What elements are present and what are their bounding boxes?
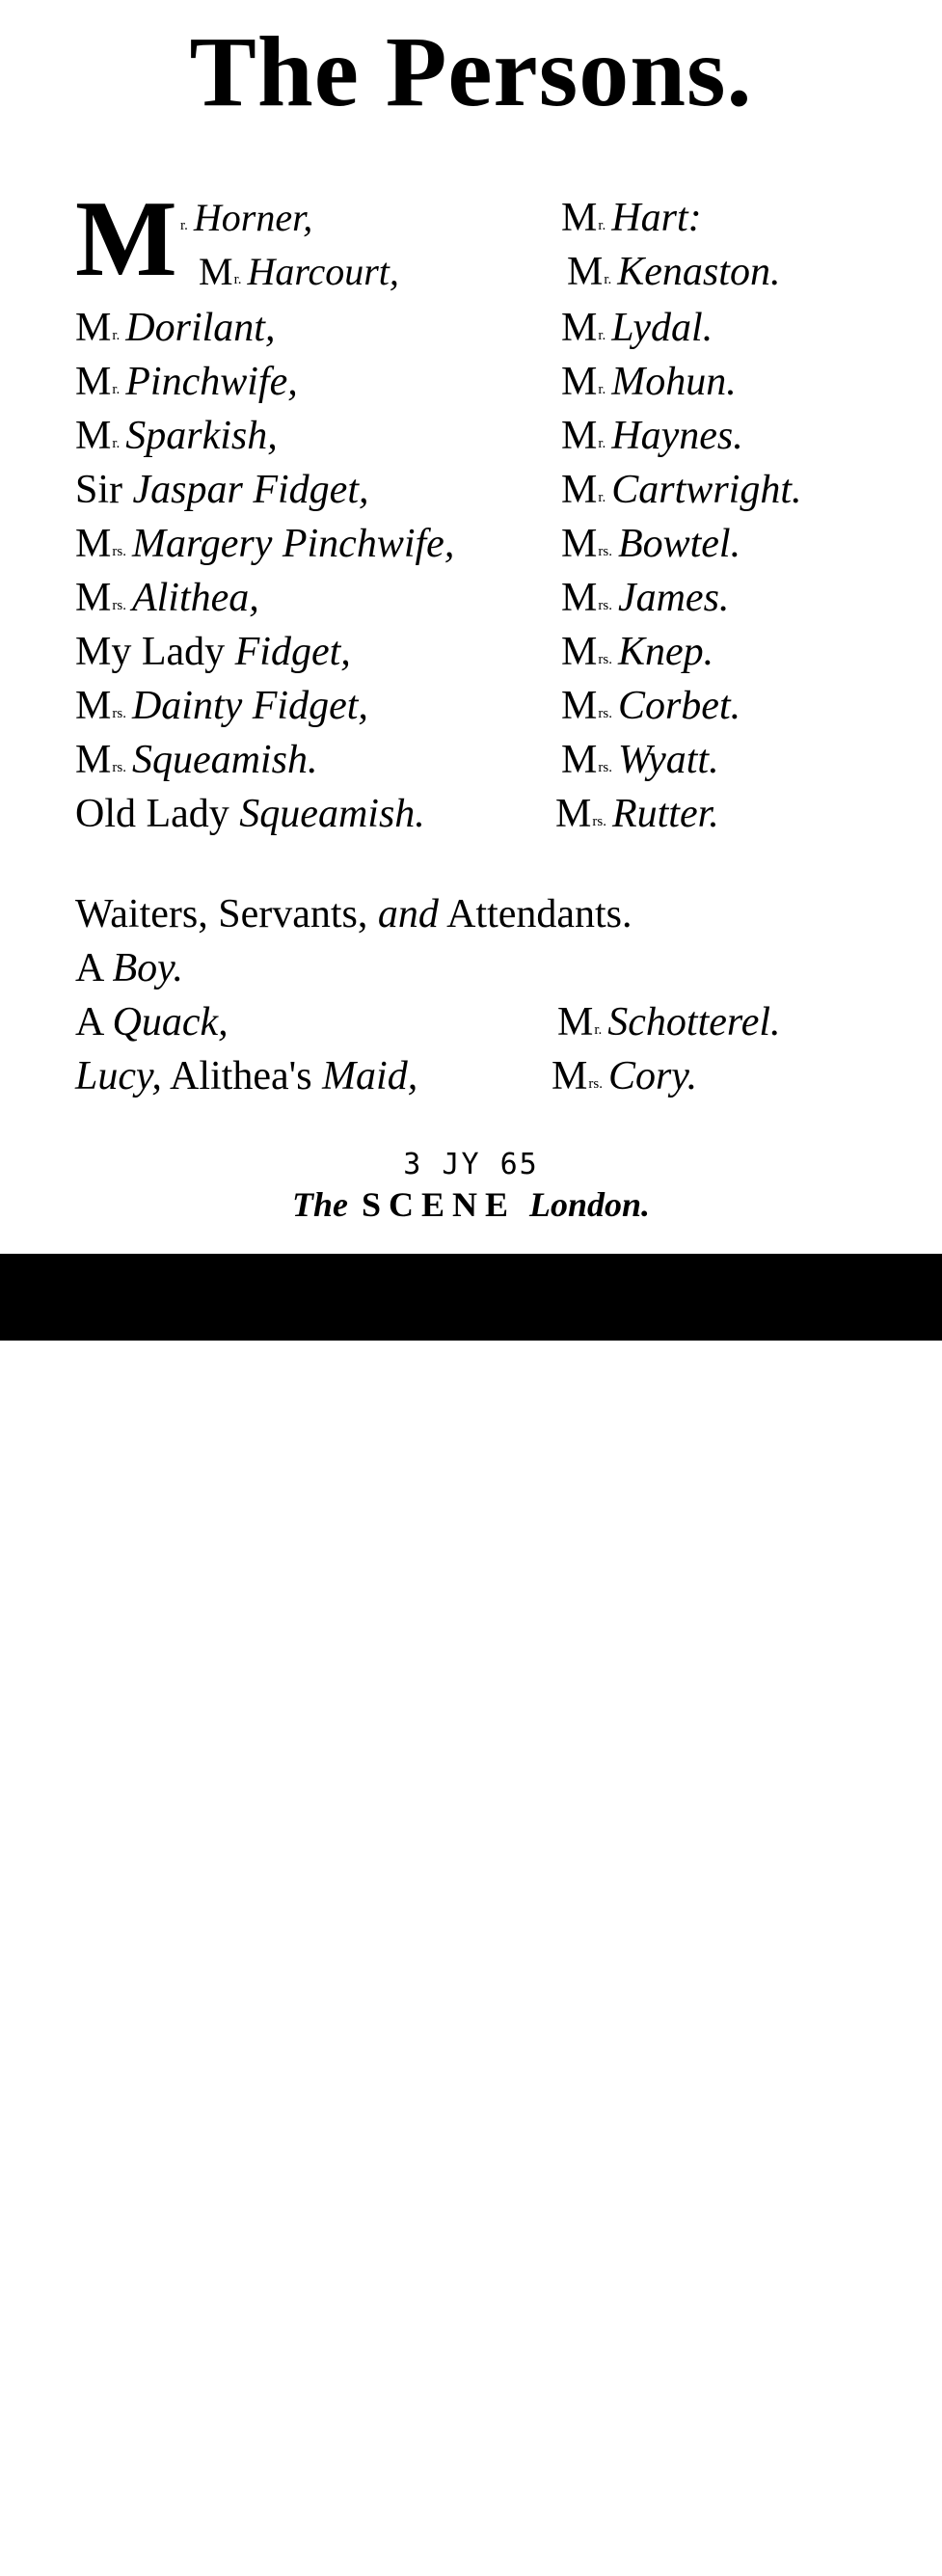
text-fragment: M — [75, 360, 112, 404]
text-fragment: r. — [112, 328, 121, 343]
text-fragment: A — [75, 946, 103, 990]
cast-row-character — [75, 517, 454, 571]
text-fragment: M — [75, 576, 112, 620]
text-fragment: Cartwright. — [611, 468, 802, 512]
text-fragment: Waiters, Servants, — [75, 892, 368, 936]
text-fragment: rs. — [592, 814, 606, 829]
text-fragment: rs. — [598, 598, 612, 613]
cast-row-character — [75, 301, 275, 355]
text-fragment: James. — [617, 576, 730, 620]
text-fragment: M — [75, 306, 112, 350]
text-fragment: Squeamish. — [239, 792, 425, 836]
text-fragment: M — [561, 522, 598, 566]
text-fragment: Dainty Fidget, — [131, 684, 368, 728]
cast-row-character — [75, 463, 368, 517]
text-fragment: Dorilant, — [125, 306, 276, 350]
title-prefix: M — [199, 250, 233, 293]
cast-row-character — [75, 409, 278, 463]
text-fragment: r. — [598, 490, 606, 505]
cast-row-actor — [561, 571, 729, 625]
text-fragment: rs. — [598, 706, 612, 721]
cast-row-actor — [561, 409, 743, 463]
cast-row-character — [75, 625, 351, 679]
text-fragment: Jaspar Fidget, — [132, 468, 369, 512]
text-fragment: Rutter. — [611, 792, 719, 836]
text-fragment: rs. — [112, 706, 126, 721]
text-fragment: M — [561, 684, 598, 728]
text-fragment: Cory. — [607, 1054, 698, 1098]
cast-row-actor — [561, 301, 713, 355]
text-fragment: r. — [598, 382, 606, 397]
cast-row-actor — [561, 463, 802, 517]
actor-name: Hart: — [611, 196, 702, 240]
text-fragment: M — [561, 414, 598, 458]
text-fragment: rs. — [598, 760, 612, 775]
text-fragment: London. — [529, 1185, 651, 1224]
text-fragment: r. — [112, 436, 121, 451]
text-fragment: A — [75, 1000, 103, 1044]
text-fragment: rs. — [112, 544, 126, 559]
text-fragment: Squeamish. — [131, 738, 318, 782]
scene-line — [0, 1184, 942, 1225]
text-fragment: Bowtel. — [617, 522, 741, 566]
text-fragment: r. — [594, 1022, 603, 1038]
image-id: P5XYW9 — [817, 2529, 919, 2558]
text-fragment: Pinchwife, — [125, 360, 298, 404]
alamy-logo: alamy — [27, 2519, 165, 2575]
quack-line — [75, 995, 229, 1049]
cast-row-actor — [561, 355, 737, 409]
text-fragment: SCENE — [361, 1185, 516, 1224]
title-superscript: r. — [598, 218, 606, 233]
text-fragment: Lydal. — [611, 306, 713, 350]
text-fragment: r. — [598, 436, 606, 451]
document-page — [0, 0, 942, 1254]
actor-line-kenaston — [567, 245, 780, 299]
text-fragment: Boy. — [112, 946, 183, 990]
text-fragment: Lucy, — [75, 1054, 162, 1098]
character-name: Harcourt, — [247, 250, 399, 293]
title-superscript: r. — [233, 272, 242, 287]
text-fragment: M — [561, 360, 598, 404]
text-fragment: My Lady — [75, 630, 226, 674]
text-fragment: M — [75, 738, 112, 782]
text-fragment: M — [561, 576, 598, 620]
cast-row-actor — [561, 679, 740, 733]
text-fragment: Sir — [75, 468, 123, 512]
cast-row-actor — [561, 625, 713, 679]
page-title: The Persons. — [189, 16, 753, 127]
text-fragment: rs. — [112, 760, 126, 775]
cast-row-actor — [561, 517, 740, 571]
actor-line-hart — [561, 191, 702, 245]
text-fragment: Sparkish, — [125, 414, 278, 458]
text-fragment: and — [377, 892, 439, 936]
text-fragment: Schotterel. — [607, 1000, 781, 1044]
text-fragment: Haynes. — [611, 414, 743, 458]
quack-actor — [557, 995, 781, 1049]
lucy-actor — [552, 1049, 697, 1103]
date-stamp: 3 JY 65 — [403, 1148, 539, 1181]
text-fragment: Wyatt. — [617, 738, 719, 782]
title-prefix: M — [561, 196, 598, 240]
text-fragment: M — [75, 522, 112, 566]
text-fragment: rs. — [112, 598, 126, 613]
text-fragment: Old Lady — [75, 792, 229, 836]
cast-row-actor — [555, 787, 719, 841]
cast-row-character — [75, 571, 259, 625]
text-fragment: Mohun. — [611, 360, 737, 404]
cast-row-actor — [561, 733, 719, 787]
text-fragment: Fidget, — [234, 630, 351, 674]
text-fragment: r. — [598, 328, 606, 343]
text-fragment: M — [561, 738, 598, 782]
title-superscript: r. — [180, 218, 188, 233]
text-fragment: rs. — [598, 652, 612, 667]
text-fragment: Corbet. — [617, 684, 741, 728]
text-fragment: rs. — [598, 544, 612, 559]
text-fragment: M — [75, 684, 112, 728]
character-name: Horner, — [193, 196, 313, 239]
text-fragment: Attendants. — [446, 892, 632, 936]
text-fragment: M — [555, 792, 592, 836]
cast-line-harcourt — [199, 245, 399, 299]
cast-row-character — [75, 355, 298, 409]
drop-cap: M — [75, 179, 177, 299]
text-fragment: M — [561, 306, 598, 350]
text-fragment: rs. — [588, 1076, 603, 1092]
text-fragment: M — [557, 1000, 594, 1044]
text-fragment: Maid, — [322, 1054, 418, 1098]
cast-line-horner — [179, 191, 312, 245]
text-fragment: M — [552, 1054, 588, 1098]
title-prefix: M — [567, 250, 604, 294]
lucy-line — [75, 1049, 417, 1103]
text-fragment: M — [561, 468, 598, 512]
cast-row-character — [75, 679, 368, 733]
text-fragment: The — [291, 1185, 348, 1224]
watermark-banner — [0, 1254, 942, 2575]
text-fragment: Alithea's — [170, 1054, 312, 1098]
text-fragment: M — [75, 414, 112, 458]
waiters-line — [75, 887, 632, 941]
actor-name: Kenaston. — [617, 250, 781, 294]
text-fragment: Knep. — [617, 630, 714, 674]
text-fragment: Quack, — [112, 1000, 229, 1044]
text-fragment: Alithea, — [131, 576, 259, 620]
text-fragment: Margery Pinchwife, — [131, 522, 455, 566]
boy-line — [75, 941, 183, 995]
text-fragment: M — [561, 630, 598, 674]
text-fragment: r. — [112, 382, 121, 397]
cast-row-character — [75, 733, 317, 787]
title-superscript: r. — [604, 272, 612, 287]
cast-row-character — [75, 787, 425, 841]
